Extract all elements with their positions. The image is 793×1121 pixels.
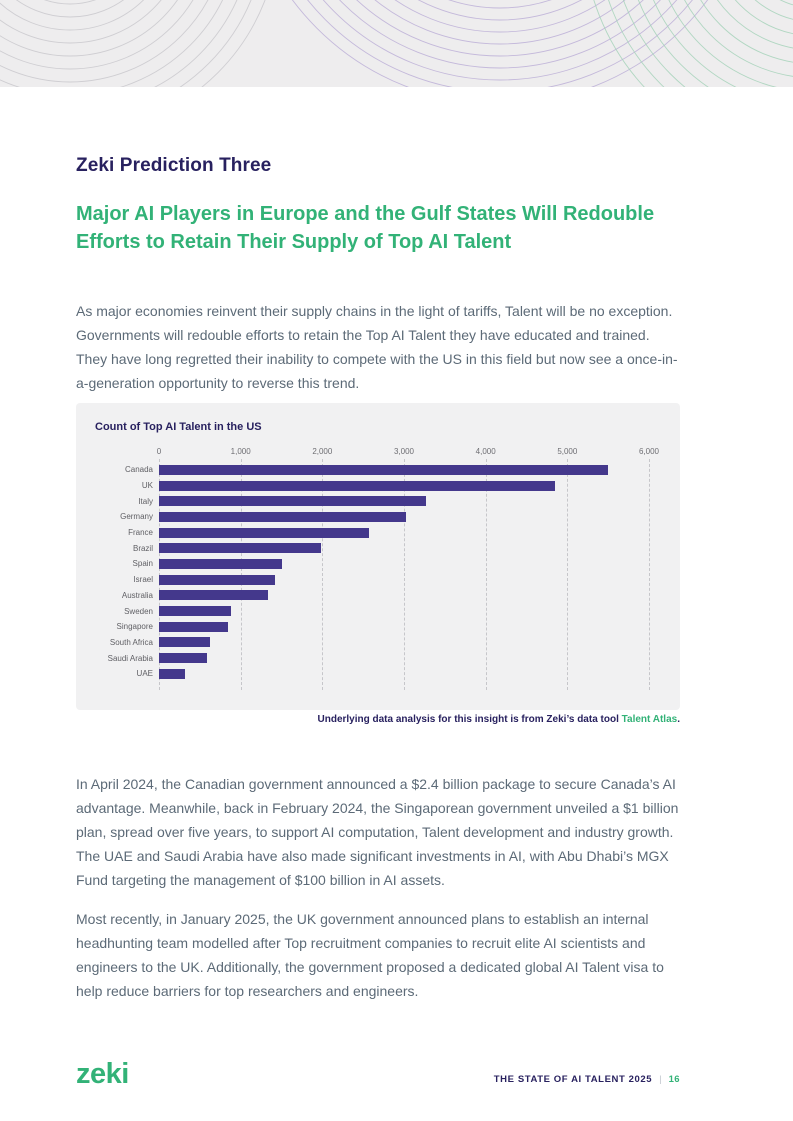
tick-label: 6,000 [638, 447, 660, 456]
caption-text: Underlying data analysis for this insight is from Zeki’s data tool [317, 714, 622, 725]
bar-track [159, 637, 649, 647]
bar-label: Israel [133, 575, 153, 585]
bar [159, 496, 426, 506]
tick-label: 0 [156, 447, 162, 456]
bar-label: UAE [136, 669, 153, 679]
bar-label: Germany [120, 512, 153, 522]
bar-row [95, 525, 661, 541]
bar-track [159, 653, 649, 663]
tick-label: 1,000 [230, 447, 251, 456]
bar-track [159, 669, 649, 679]
bar-row [95, 462, 661, 478]
bar-label: Singapore [116, 622, 153, 632]
talent-atlas-link[interactable]: Talent Atlas [621, 714, 678, 725]
bar-label: France [128, 528, 153, 538]
body-paragraph-1: In April 2024, the Canadian government announced a $2.4 billion package to secure Canada’s AI advantage. Meanwhile, back in February 2024, the Singaporean government unveiled a $1 billion plan, spread over five years, to support AI computation, Talent development and industry growth. The UAE and Saudi Arabia have also made significant investments in AI, with Abu Dhabi’s MGX Fund targeting the management of $100 billion in AI assets. [76, 776, 679, 888]
caption-period: . [677, 714, 680, 725]
tick-label: 3,000 [393, 447, 415, 456]
curves-right-green [583, 0, 793, 87]
bar-track [159, 606, 649, 616]
bar [159, 575, 275, 585]
bar-label: Australia [121, 590, 153, 600]
intro-paragraph: As major economies reinvent their supply chains in the light of tariffs, Talent will be no exception. Governments will redouble efforts to retain the Top AI Talent they have educated and trained. They have long regretted their inability to compete with the US in this field but now see a once-in-a-generation opportunity to reverse this trend. [76, 303, 678, 391]
bar-row [95, 603, 661, 619]
bar [159, 669, 185, 679]
bar [159, 465, 608, 475]
chart-body [95, 462, 661, 690]
bar-track [159, 559, 649, 569]
zeki-logo: zeki [76, 1058, 129, 1090]
curves-center-purple [241, 0, 759, 87]
bar [159, 512, 406, 522]
bar [159, 622, 228, 632]
tick-label: 4,000 [475, 447, 496, 456]
bar-row [95, 493, 661, 509]
bar-track [159, 481, 649, 491]
bar [159, 653, 207, 663]
bar-row [95, 588, 661, 604]
tick-label: 5,000 [557, 447, 578, 456]
bar-label: Canada [124, 465, 153, 475]
bar-row [95, 478, 661, 494]
body-paragraph-2: Most recently, in January 2025, the UK government announced plans to establish an internal headhunting team modelled after Top recruitment companies to recruit elite AI scientists and engineers to the UK. Additionally, the government proposed a dedicated global AI Talent visa to help reduce barriers for top researchers and engineers. [76, 911, 664, 999]
bar-row [95, 556, 661, 572]
bar [159, 481, 555, 491]
bar-track [159, 496, 649, 506]
bar-track [159, 543, 649, 553]
header-curves-graphic [0, 0, 793, 87]
decorative-header-band [0, 0, 793, 87]
bar-label: Sweden [124, 606, 153, 616]
bar-track [159, 465, 649, 475]
bar-track [159, 575, 649, 585]
bar-row [95, 540, 661, 556]
bar [159, 559, 282, 569]
bar [159, 543, 321, 553]
bar-label: Italy [138, 496, 153, 506]
chart-panel [76, 403, 680, 710]
page-headline: Major AI Players in Europe and the Gulf States Will Redouble Efforts to Retain Their Supply of Top AI Talent [76, 203, 655, 253]
bar [159, 606, 231, 616]
bar-label: Brazil [132, 543, 153, 553]
bar-label: South Africa [109, 637, 153, 647]
bar [159, 528, 369, 538]
footer-divider: | [659, 1074, 662, 1085]
bar-row [95, 509, 661, 525]
bar [159, 590, 268, 600]
bar-row [95, 619, 661, 635]
footer-meta [494, 1074, 680, 1085]
chart-source-caption [76, 714, 680, 725]
bar-row [95, 650, 661, 666]
bar-rows [95, 462, 661, 682]
bar-track [159, 528, 649, 538]
bar-row [95, 572, 661, 588]
bar-row [95, 666, 661, 682]
bar-row [95, 635, 661, 651]
bar-track [159, 512, 649, 522]
bar-label: UK [141, 481, 153, 491]
tick-label: 2,000 [312, 447, 333, 456]
chart-title: Count of Top AI Talent in the US [95, 421, 262, 433]
page-number: 16 [668, 1074, 680, 1085]
bar-label: Spain [132, 559, 153, 569]
bar-track [159, 622, 649, 632]
report-title: THE STATE OF AI TALENT 2025 [493, 1074, 653, 1085]
bar-label: Saudi Arabia [107, 653, 153, 663]
curves-left-gray [0, 0, 279, 87]
bar [159, 637, 210, 647]
bar-track [159, 590, 649, 600]
page-kicker: Zeki Prediction Three [76, 155, 272, 176]
